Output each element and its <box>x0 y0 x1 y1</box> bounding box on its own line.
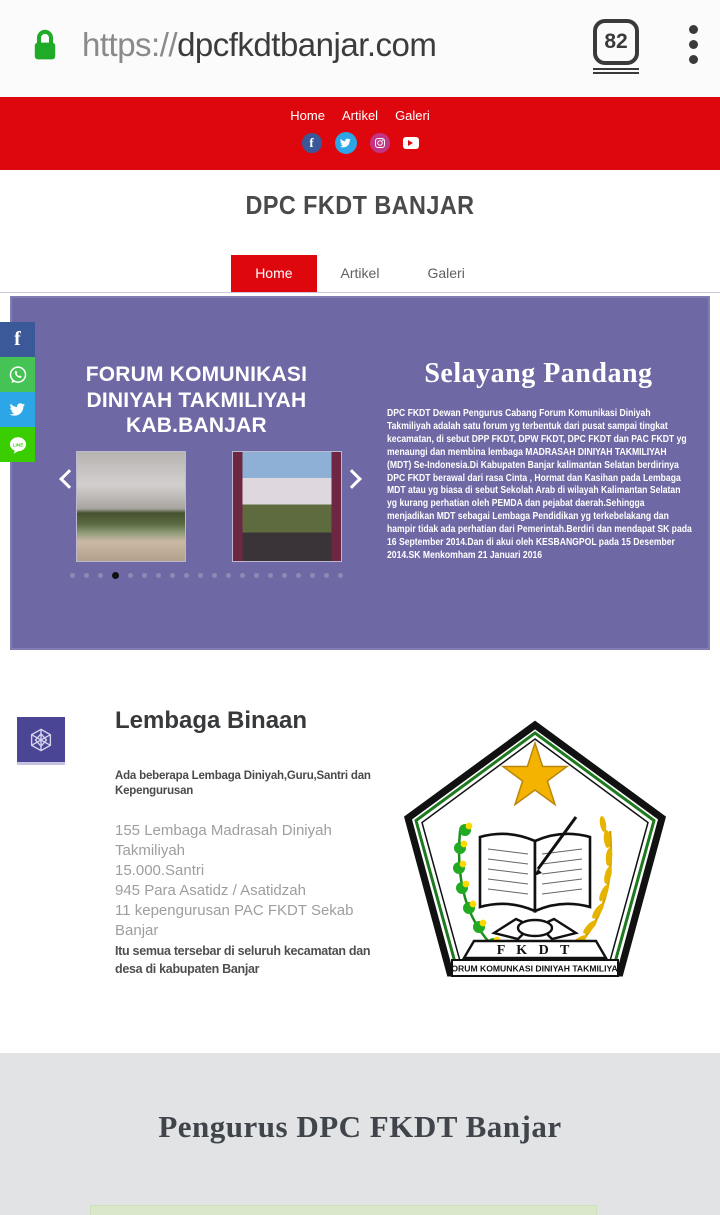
carousel-dot-17[interactable] <box>296 573 301 578</box>
stat-lembaga: 155 Lembaga Madrasah Diniyah Takmiliyah <box>115 822 332 859</box>
book-icon <box>480 834 590 911</box>
pengurus-title: Pengurus DPC FKDT Banjar <box>158 1109 562 1144</box>
lembaga-title: Lembaga Binaan <box>115 707 308 734</box>
stat-santri: 15.000.Santri <box>115 862 205 879</box>
twitter-icon[interactable] <box>335 132 357 154</box>
lembaga-footnote: Itu semua tersebar di seluruh kecamatan dan desa di kabupaten Banjar <box>115 944 371 976</box>
carousel-dot-18[interactable] <box>310 573 315 578</box>
carousel-dot-10[interactable] <box>198 573 203 578</box>
carousel-dot-3[interactable] <box>98 573 103 578</box>
carousel-dot-14[interactable] <box>254 573 259 578</box>
share-whatsapp-button[interactable] <box>0 357 35 392</box>
nav-link-galeri[interactable]: Galeri <box>395 108 430 123</box>
carousel-dot-15[interactable] <box>268 573 273 578</box>
hero-carousel-column <box>12 298 381 648</box>
pengurus-photo-top-edge <box>90 1205 597 1215</box>
svg-text:FORUM KOMUNKASI DINIYAH TAKMIL: FORUM KOMUNKASI DINIYAH TAKMILIYAH <box>446 963 624 974</box>
carousel-dot-6[interactable] <box>142 573 147 578</box>
share-twitter-button[interactable] <box>0 392 35 427</box>
share-facebook-button[interactable]: f <box>0 322 35 357</box>
pengurus-section <box>0 1053 720 1215</box>
carousel-dot-16[interactable] <box>282 573 287 578</box>
carousel-dot-5[interactable] <box>128 573 133 578</box>
carousel <box>12 451 381 562</box>
tab-count-badge: 82 <box>593 19 639 65</box>
lembaga-stats <box>115 821 377 941</box>
tab-home[interactable]: Home <box>231 255 316 292</box>
carousel-dot-13[interactable] <box>240 573 245 578</box>
browser-address-bar[interactable] <box>0 0 720 97</box>
carousel-dot-20[interactable] <box>338 573 343 578</box>
page-tabs <box>0 255 720 292</box>
hero-heading: FORUM KOMUNIKASI DINIYAH TAKMILIYAH KAB.BANJAR <box>85 363 308 438</box>
hero-section <box>10 296 710 650</box>
url-domain: dpcfkdtbanjar.com <box>177 25 437 63</box>
fkdt-logo <box>398 720 672 988</box>
stat-kepengurusan: 11 kepengurusan PAC FKDT Sekab Banjar <box>115 902 354 939</box>
lembaga-hexagon-icon <box>17 717 65 765</box>
site-header <box>0 170 720 293</box>
carousel-photo-ceremony[interactable] <box>232 451 342 562</box>
youtube-icon[interactable] <box>403 137 419 149</box>
share-line-button[interactable] <box>0 427 35 462</box>
carousel-dot-8[interactable] <box>170 573 175 578</box>
carousel-dot-1[interactable] <box>70 573 75 578</box>
carousel-dot-2[interactable] <box>84 573 89 578</box>
site-title: DPC FKDT BANJAR <box>245 190 475 220</box>
red-nav-links <box>0 97 720 123</box>
hero-text-column <box>381 298 708 648</box>
fkdt-banner <box>464 941 606 958</box>
svg-text:F K D T: F K D T <box>496 943 574 958</box>
selayang-pandang-title: Selayang Pandang <box>424 358 653 389</box>
carousel-dot-4[interactable] <box>112 572 119 579</box>
carousel-dot-19[interactable] <box>324 573 329 578</box>
tab-galeri[interactable]: Galeri <box>427 265 465 281</box>
lock-icon[interactable] <box>30 27 60 63</box>
carousel-dot-12[interactable] <box>226 573 231 578</box>
selayang-pandang-body: DPC FKDT Dewan Pengurus Cabang Forum Komunikasi Diniyah Takmiliyah adalah satu forum yg terbentuk dari pusat sampai tingkat kecamatan, di sebut DPP FKDT, DPW FKDT, DPC FKDT dan PAC FKDT yg menaungi dan membina lembaga MADRASAH DINIYAH TAKMILIYAH (MDT) Se-Indonesia.Di Kabupaten Banjar kalimantan Selatan berdirinya DPC FKDT berawal dari rasa Cinta , Hormat dan Kasihan pada Lembaga MDT atau yg biasa di sebut Sekolah Arab di wilayah Kalimantan Selatan yg kurang perhatian oleh PEMDA dan pejabat daerah.Sehingga menjadikan MDT sebagai Lembaga Pendidikan yg terkebelakang dan hampir tidak ada perhatian dari Pemerintah.Berdiri dan mendapat SK pada 16 September 2014.Dan di akui oleh KESBANGPOL pada 15 Desember 2014.SK Menkomham 21 Januari 2016 <box>386 407 692 561</box>
lembaga-binaan-section <box>0 650 720 1053</box>
nav-link-home[interactable]: Home <box>290 108 325 123</box>
svg-text:LINE: LINE <box>12 442 23 448</box>
social-icons-row <box>0 132 720 154</box>
lembaga-subtitle: Ada beberapa Lembaga Diniyah,Guru,Santri dan Kepengurusan <box>115 770 371 797</box>
lembaga-content <box>115 707 385 978</box>
carousel-dot-7[interactable] <box>156 573 161 578</box>
top-red-nav <box>0 97 720 170</box>
tab-switcher-underline <box>593 68 639 70</box>
facebook-icon[interactable]: f <box>302 133 322 153</box>
carousel-photo-outdoor-crowd[interactable] <box>76 451 186 562</box>
nav-link-artikel[interactable]: Artikel <box>341 108 379 123</box>
carousel-dot-9[interactable] <box>184 573 189 578</box>
carousel-dot-11[interactable] <box>212 573 217 578</box>
tab-artikel[interactable]: Artikel <box>340 265 380 281</box>
browser-menu-icon[interactable] <box>689 25 698 64</box>
logo-caption <box>446 960 624 976</box>
url-scheme: https:// <box>82 25 178 63</box>
instagram-icon[interactable] <box>370 133 390 153</box>
url-text[interactable] <box>82 26 436 64</box>
stat-asatidz: 945 Para Asatidz / Asatidzah <box>115 882 306 899</box>
carousel-dots <box>12 572 381 579</box>
share-rail <box>0 322 35 462</box>
tab-switcher-button[interactable] <box>593 19 641 70</box>
